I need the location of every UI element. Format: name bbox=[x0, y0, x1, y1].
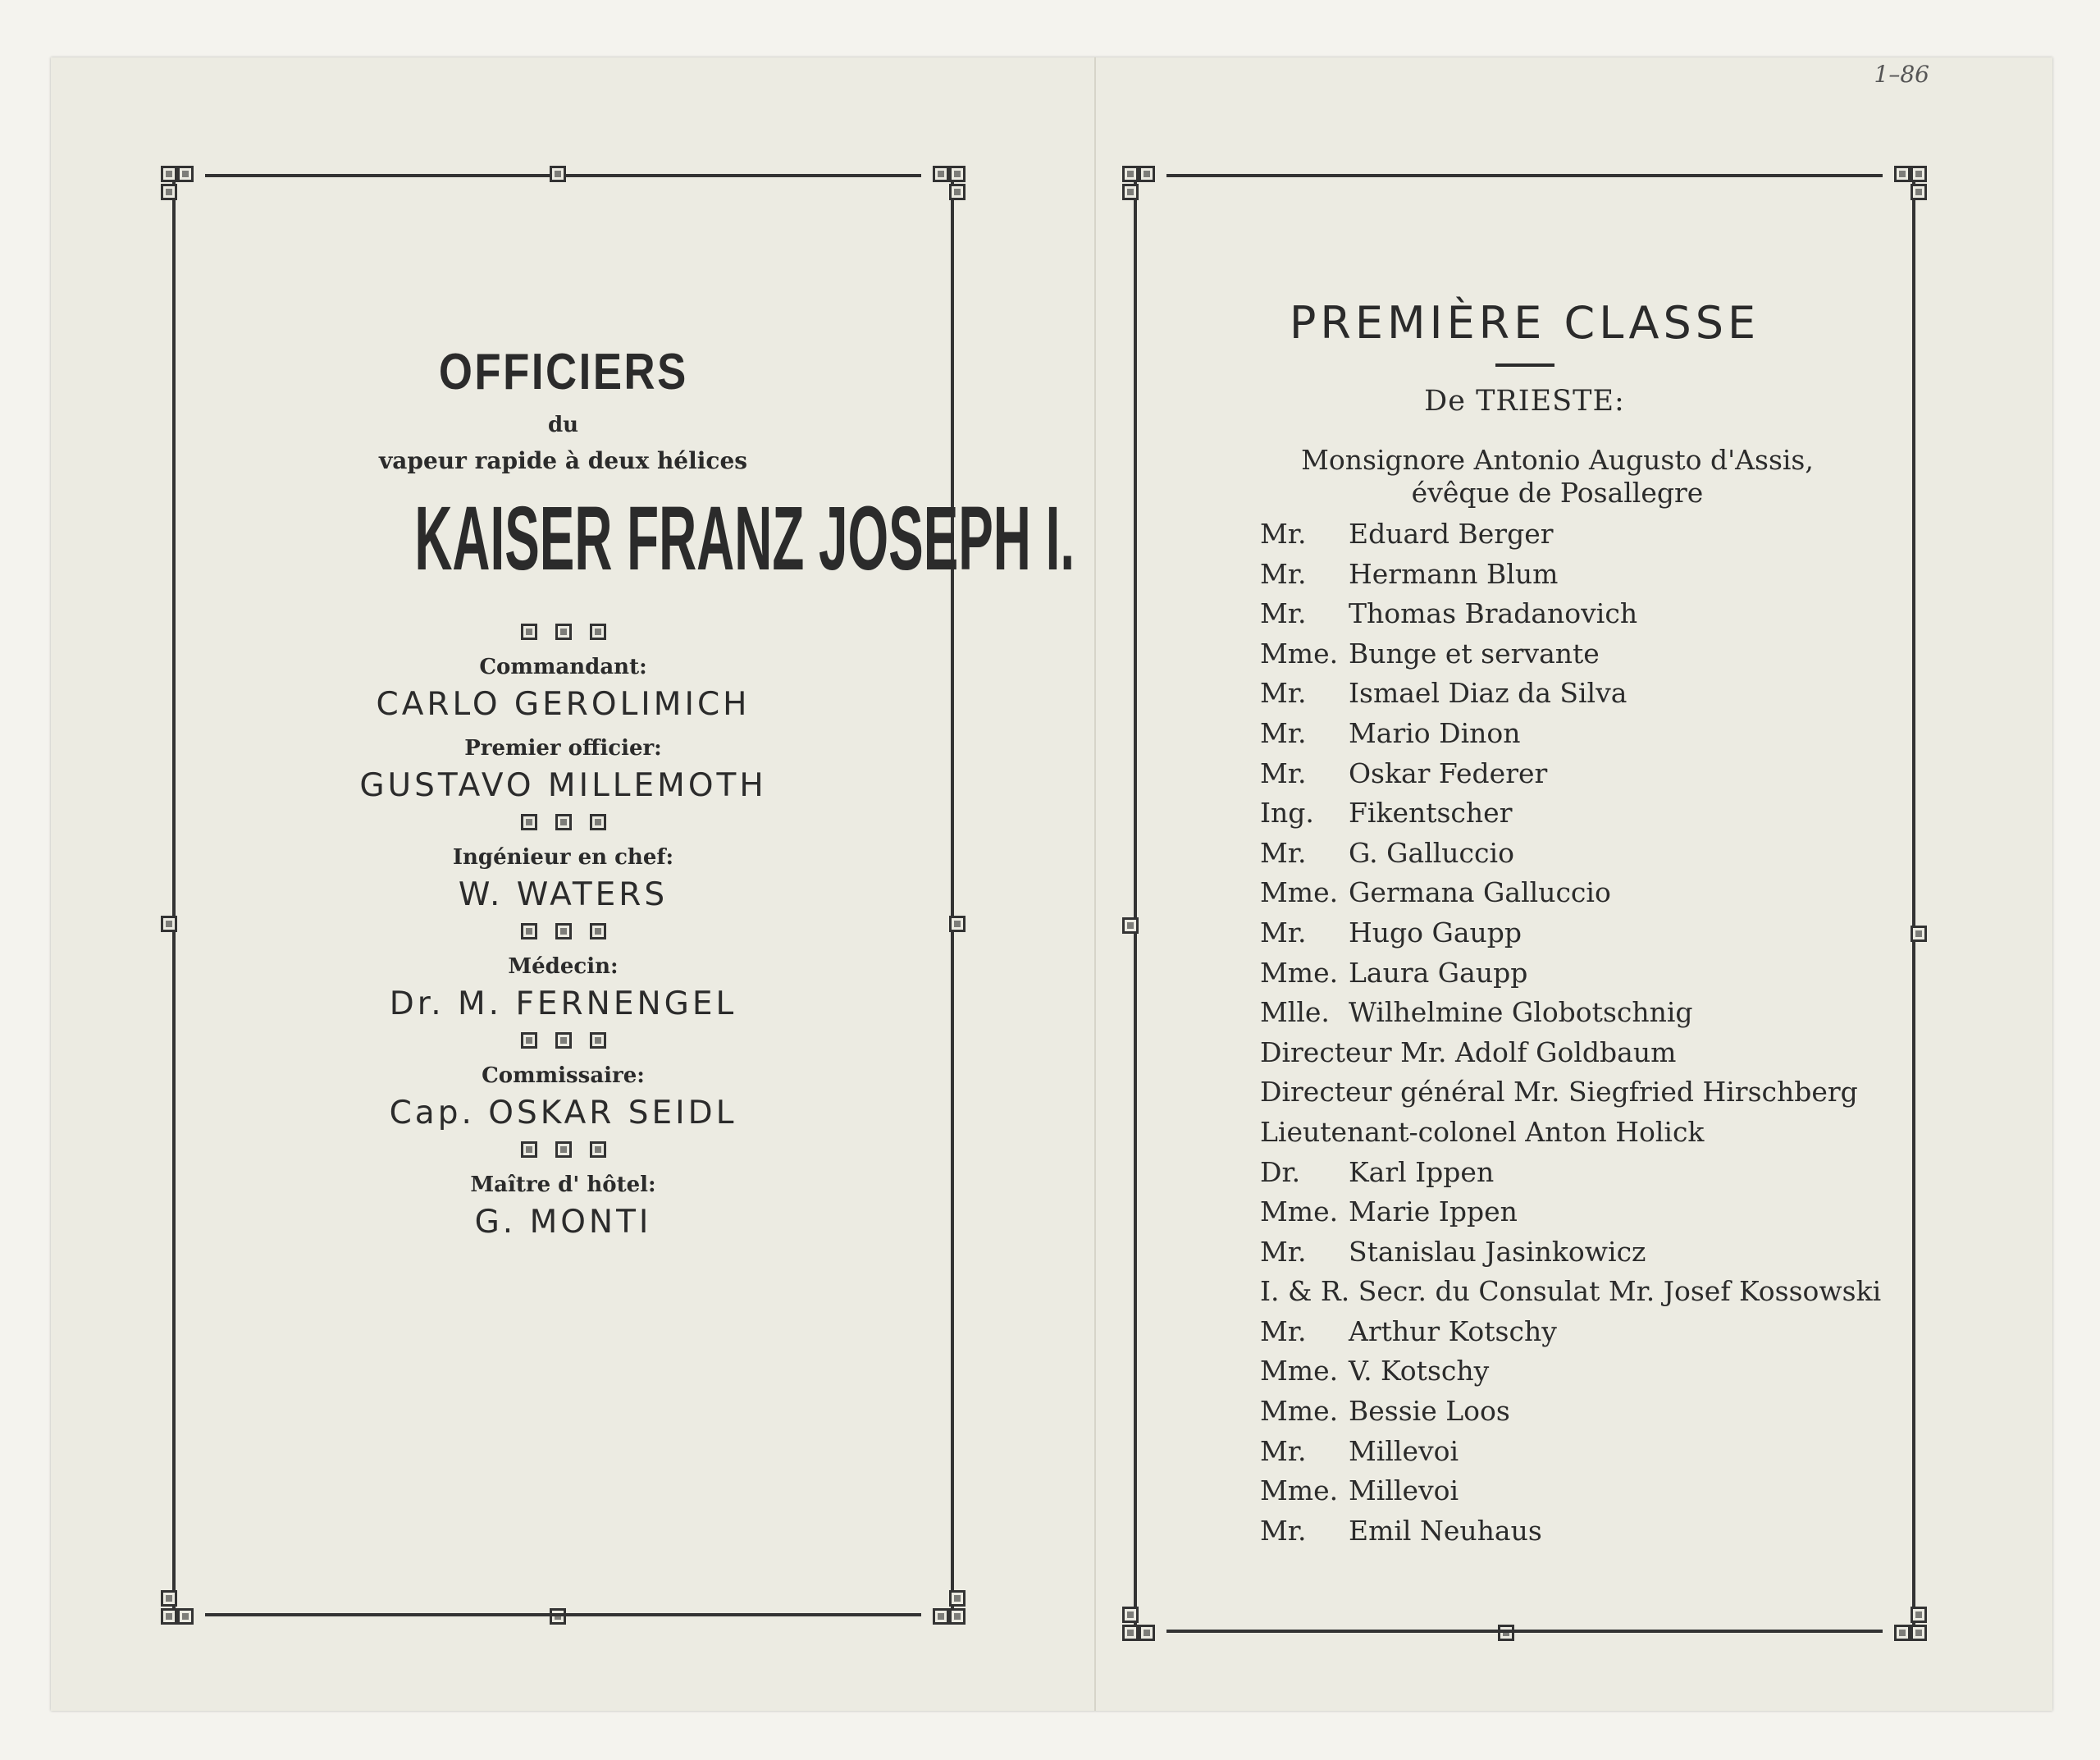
corner-ornament-icon bbox=[949, 166, 966, 182]
passenger-name: V. Kotschy bbox=[1349, 1355, 1490, 1387]
divider-ornament-icon bbox=[555, 814, 572, 830]
passenger-entry bbox=[1260, 754, 1863, 794]
edge-ornament-icon bbox=[161, 916, 177, 932]
divider-ornament-icon bbox=[521, 1141, 537, 1158]
passenger-name: Directeur général Mr. Siegfried Hirschberg bbox=[1260, 1076, 1858, 1109]
divider-ornament-icon bbox=[590, 814, 606, 830]
officer-role: Commandant: bbox=[479, 655, 647, 679]
passenger-title: Mr. bbox=[1260, 677, 1307, 710]
passenger-entry bbox=[1260, 1272, 1882, 1312]
corner-ornament-icon bbox=[949, 1590, 966, 1607]
du-label: du bbox=[547, 413, 579, 437]
passenger-entry: Monsignore Antonio Augusto d'Assis, évêque de Posallegre bbox=[1301, 444, 1814, 509]
divider-ornament-icon bbox=[590, 624, 606, 640]
passenger-list-page bbox=[1134, 177, 1915, 1630]
passenger-name: Thomas Bradanovich bbox=[1349, 597, 1638, 630]
divider-ornament-icon bbox=[521, 923, 537, 939]
passenger-title: Mr. bbox=[1260, 1314, 1307, 1347]
passenger-title: Dr. bbox=[1260, 1155, 1301, 1188]
officer-role: Commissaire: bbox=[482, 1063, 645, 1088]
officers-page bbox=[172, 177, 1075, 1613]
corner-ornament-icon bbox=[1911, 184, 1927, 200]
document-sheet bbox=[51, 57, 2052, 1711]
officer-name: G. MONTI bbox=[474, 1204, 652, 1241]
passenger-name: Mario Dinon bbox=[1349, 716, 1521, 749]
officer-role: Maître d' hôtel: bbox=[470, 1173, 656, 1197]
passenger-entry bbox=[1260, 793, 1863, 834]
corner-ornament-icon bbox=[161, 1608, 177, 1625]
officer-name: W. WATERS bbox=[458, 876, 669, 913]
officer-name: Cap. OSKAR SEIDL bbox=[389, 1095, 737, 1131]
divider-ornament-icon bbox=[555, 1032, 572, 1049]
passenger-title: Mr. bbox=[1260, 518, 1307, 550]
passenger-name: Arthur Kotschy bbox=[1349, 1314, 1557, 1347]
corner-ornament-icon bbox=[1911, 1625, 1927, 1641]
passenger-title: Ing. bbox=[1260, 797, 1314, 830]
passenger-title: Mme. bbox=[1260, 1195, 1339, 1228]
officers-heading: OFFICIERS bbox=[438, 344, 688, 400]
corner-ornament-icon bbox=[161, 166, 177, 182]
passenger-entry bbox=[1260, 1113, 1863, 1153]
passenger-entry bbox=[1260, 1232, 1863, 1273]
passenger-name: Emil Neuhaus bbox=[1349, 1514, 1542, 1547]
officer-role: Premier officier: bbox=[464, 736, 662, 761]
passenger-name: Germana Galluccio bbox=[1349, 876, 1611, 909]
passenger-name: Karl Ippen bbox=[1349, 1155, 1495, 1188]
passenger-entry bbox=[1260, 1153, 1863, 1193]
passenger-name: Hugo Gaupp bbox=[1349, 916, 1522, 949]
passenger-name: Marie Ippen bbox=[1349, 1195, 1518, 1228]
divider-ornament-icon bbox=[555, 923, 572, 939]
passenger-entry bbox=[1260, 953, 1863, 994]
corner-ornament-icon bbox=[161, 1590, 177, 1607]
passenger-entry bbox=[1260, 1511, 1863, 1552]
divider-ornament-icon bbox=[590, 1032, 606, 1049]
passenger-title: Mr. bbox=[1260, 557, 1307, 590]
corner-ornament-icon bbox=[1122, 1607, 1139, 1623]
passenger-name: Ismael Diaz da Silva bbox=[1349, 677, 1628, 710]
passenger-title: Mme. bbox=[1260, 1355, 1339, 1387]
passenger-name: Millevoi bbox=[1349, 1474, 1459, 1507]
passenger-name: Stanislau Jasinkowicz bbox=[1349, 1235, 1646, 1268]
passenger-entry bbox=[1260, 674, 1863, 714]
passenger-name: Directeur Mr. Adolf Goldbaum bbox=[1260, 1035, 1677, 1068]
passenger-title: Mme. bbox=[1260, 1395, 1339, 1428]
ship-name: KAISER FRANZ JOSEPH I. bbox=[414, 488, 1075, 589]
passenger-entry bbox=[1260, 993, 1863, 1033]
passenger-title: Mme. bbox=[1260, 637, 1339, 670]
passenger-entry bbox=[1260, 714, 1863, 754]
passenger-entry bbox=[1260, 913, 1863, 953]
passenger-name: Lieutenant-colonel Anton Holick bbox=[1260, 1115, 1705, 1148]
class-heading: PREMIÈRE CLASSE bbox=[1289, 297, 1760, 349]
officer-name: CARLO GEROLIMICH bbox=[376, 686, 751, 723]
passenger-entry bbox=[1260, 1351, 1863, 1392]
passenger-name: G. Galluccio bbox=[1349, 836, 1514, 869]
passenger-title: Mme. bbox=[1260, 956, 1339, 989]
passenger-entry bbox=[1260, 514, 1863, 555]
passenger-title: Mr. bbox=[1260, 757, 1307, 789]
passenger-entry bbox=[1260, 1312, 1863, 1352]
divider-ornament-icon bbox=[521, 1032, 537, 1049]
passenger-entry bbox=[1260, 555, 1863, 595]
divider-ornament-icon bbox=[590, 923, 606, 939]
passenger-entry bbox=[1260, 1471, 1863, 1511]
corner-ornament-icon bbox=[161, 184, 177, 200]
officer-role: Ingénieur en chef: bbox=[452, 845, 674, 870]
passenger-entry bbox=[1260, 1192, 1863, 1232]
corner-ornament-icon bbox=[949, 1608, 966, 1625]
corner-ornament-icon bbox=[1122, 184, 1139, 200]
corner-ornament-icon bbox=[949, 184, 966, 200]
passenger-name: Oskar Federer bbox=[1349, 757, 1548, 789]
passenger-title: Mr. bbox=[1260, 1235, 1307, 1268]
edge-ornament-icon bbox=[949, 916, 966, 932]
corner-ornament-icon bbox=[1122, 1625, 1139, 1641]
vessel-description: vapeur rapide à deux hélices bbox=[378, 447, 748, 474]
passenger-title: Mme. bbox=[1260, 876, 1339, 909]
passenger-title: Mme. bbox=[1260, 1474, 1339, 1507]
officer-role: Médecin: bbox=[508, 954, 619, 979]
departure-heading: De TRIESTE: bbox=[1424, 385, 1625, 418]
passenger-title: Mr. bbox=[1260, 716, 1307, 749]
passenger-entry bbox=[1260, 1033, 1863, 1073]
page-note: 1–86 bbox=[1874, 61, 1929, 88]
passenger-name: Eduard Berger bbox=[1349, 518, 1554, 550]
corner-ornament-icon bbox=[1911, 1607, 1927, 1623]
edge-ornament-icon bbox=[1911, 926, 1927, 942]
divider-ornament-icon bbox=[555, 624, 572, 640]
corner-ornament-icon bbox=[1911, 166, 1927, 182]
passenger-name: Bessie Loos bbox=[1349, 1395, 1510, 1428]
passenger-title: Mr. bbox=[1260, 597, 1307, 630]
passenger-entry bbox=[1260, 1072, 1863, 1113]
passenger-title: Mr. bbox=[1260, 1514, 1307, 1547]
passenger-entry bbox=[1260, 834, 1863, 874]
passenger-title: Mlle. bbox=[1260, 996, 1330, 1029]
passenger-entry bbox=[1260, 1392, 1863, 1432]
passenger-name: Hermann Blum bbox=[1349, 557, 1559, 590]
divider-ornament-icon bbox=[590, 1141, 606, 1158]
passenger-entry bbox=[1260, 594, 1863, 634]
passenger-entry bbox=[1260, 1432, 1863, 1472]
heading-rule bbox=[1495, 363, 1554, 367]
center-fold bbox=[1094, 57, 1096, 1711]
divider-ornament-icon bbox=[521, 624, 537, 640]
passenger-entry bbox=[1260, 873, 1863, 913]
passenger-title: Mr. bbox=[1260, 916, 1307, 949]
passenger-list bbox=[1260, 444, 1882, 1551]
passenger-name: Fikentscher bbox=[1349, 797, 1513, 830]
passenger-title: Mr. bbox=[1260, 1434, 1307, 1467]
passenger-name: I. & R. Secr. du Consulat Mr. Josef Kossowski bbox=[1260, 1275, 1882, 1308]
passenger-name: Laura Gaupp bbox=[1349, 956, 1528, 989]
corner-ornament-icon bbox=[1122, 166, 1139, 182]
divider-ornament-icon bbox=[521, 814, 537, 830]
divider-ornament-icon bbox=[555, 1141, 572, 1158]
passenger-title: Mr. bbox=[1260, 836, 1307, 869]
passenger-name: Bunge et servante bbox=[1349, 637, 1600, 670]
passenger-name: Wilhelmine Globotschnig bbox=[1349, 996, 1693, 1029]
passenger-entry bbox=[1260, 634, 1863, 674]
officer-name: Dr. M. FERNENGEL bbox=[389, 985, 737, 1022]
passenger-name: Millevoi bbox=[1349, 1434, 1459, 1467]
edge-ornament-icon bbox=[1122, 917, 1139, 934]
officer-name: GUSTAVO MILLEMOTH bbox=[359, 767, 767, 804]
